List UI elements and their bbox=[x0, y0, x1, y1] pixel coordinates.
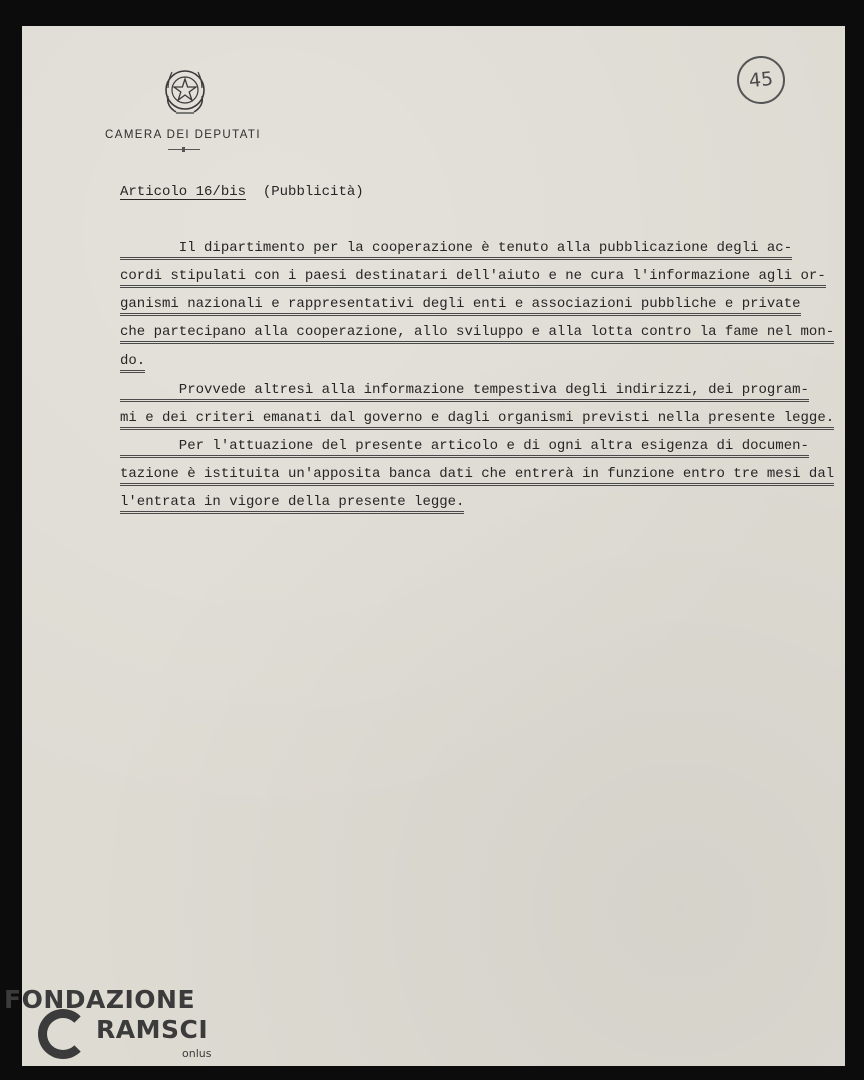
body-line-text: l'entrata in vigore della presente legge. bbox=[120, 494, 464, 514]
body-line-text: Per l'attuazione del presente articolo e di ogni altra esigenza di documen- bbox=[120, 438, 809, 458]
article-number: Articolo 16/bis bbox=[120, 184, 247, 200]
watermark-line2: RAMSCI bbox=[96, 1015, 209, 1044]
body-line bbox=[120, 409, 834, 427]
body-line bbox=[120, 493, 464, 511]
body-line-text: mi e dei criteri emanati dal governo e dagli organismi previsti nella presente legge. bbox=[120, 410, 834, 430]
body-line bbox=[120, 267, 826, 285]
body-line-text: Il dipartimento per la cooperazione è tenuto alla pubblicazione degli ac- bbox=[120, 240, 792, 260]
body-line-text: ganismi nazionali e rappresentativi degli enti e associazioni pubbliche e private bbox=[120, 296, 801, 316]
fondazione-gramsci-watermark bbox=[4, 985, 224, 1075]
italian-republic-emblem-icon bbox=[162, 66, 208, 118]
watermark-onlus: onlus bbox=[182, 1047, 212, 1060]
watermark-line1: FONDAZIONE bbox=[4, 985, 196, 1014]
handwritten-page-number: 45 bbox=[735, 54, 788, 107]
document-page bbox=[22, 26, 845, 1066]
letterhead-rule bbox=[168, 149, 200, 150]
letterhead-institution: CAMERA DEI DEPUTATI bbox=[105, 129, 261, 141]
body-line-text: tazione è istituita un'apposita banca dati che entrerà in funzione entro tre mesi dal bbox=[120, 466, 834, 486]
body-line-text: do. bbox=[120, 353, 145, 373]
article-subject: (Pubblicità) bbox=[262, 184, 364, 200]
body-line bbox=[120, 239, 792, 257]
body-line bbox=[120, 323, 834, 341]
body-line bbox=[120, 465, 834, 483]
body-line-text: Provvede altresì alla informazione tempestiva degli indirizzi, dei program- bbox=[120, 382, 809, 402]
body-line-text: cordi stipulati con i paesi destinatari dell'aiuto e ne cura l'informazione agli or- bbox=[120, 268, 826, 288]
body-line bbox=[120, 295, 801, 313]
article-heading bbox=[120, 184, 364, 200]
body-line bbox=[120, 352, 145, 370]
body-line-text: che partecipano alla cooperazione, allo sviluppo e alla lotta contro la fame nel mon- bbox=[120, 324, 834, 344]
body-line bbox=[120, 381, 809, 399]
watermark-g-logo-icon bbox=[38, 1009, 88, 1059]
body-line bbox=[120, 437, 809, 455]
